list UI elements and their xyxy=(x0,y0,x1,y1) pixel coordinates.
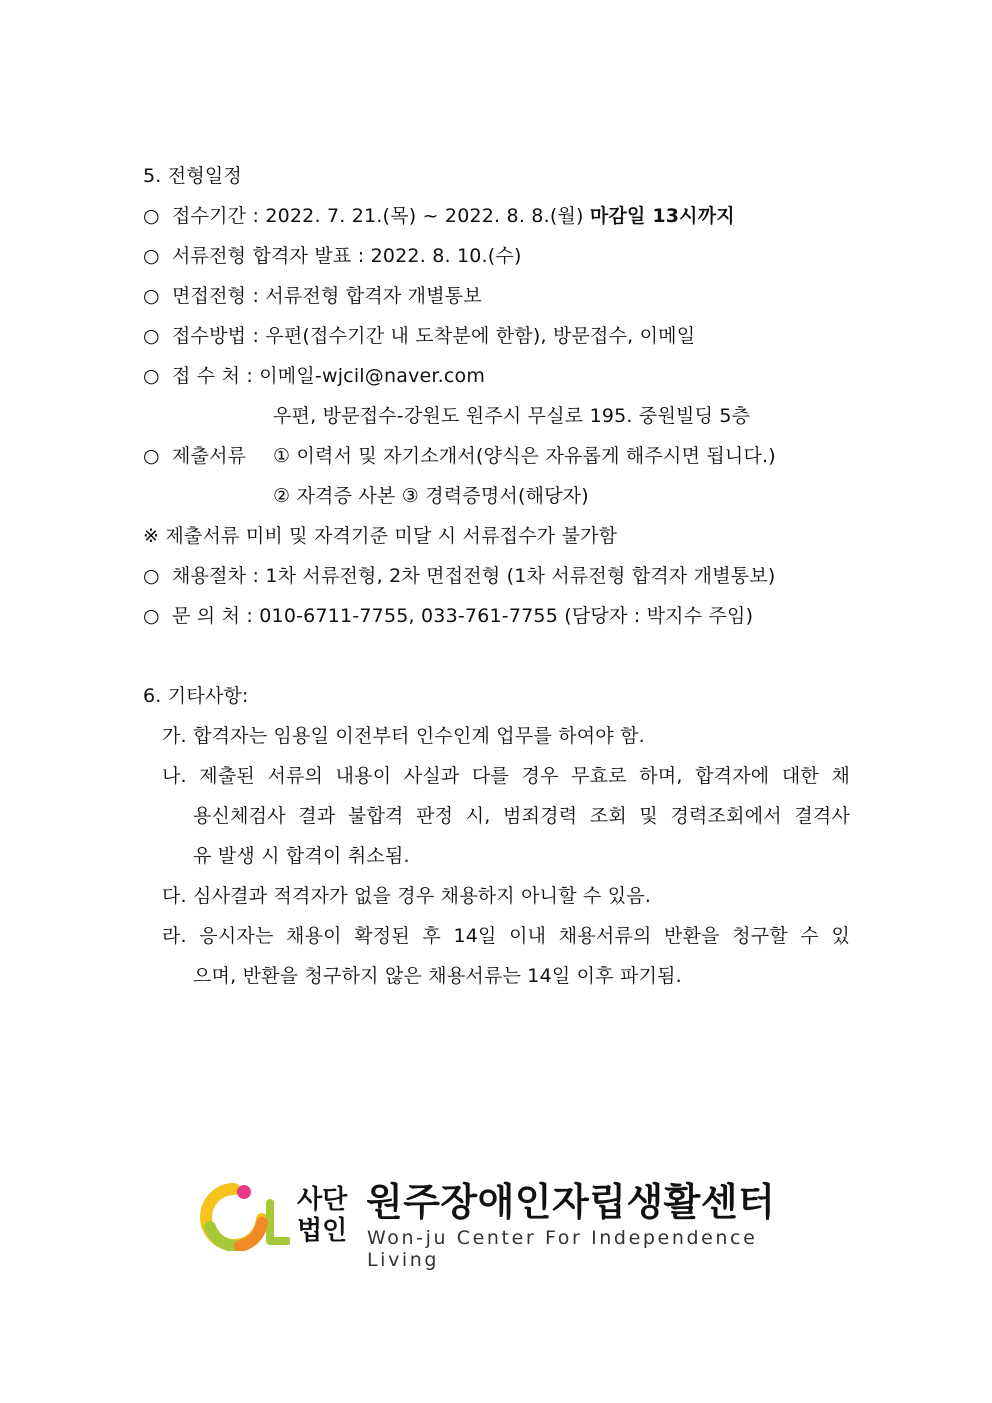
separator: : xyxy=(240,365,260,387)
wjcil-logo-icon xyxy=(200,1183,290,1251)
separator: : xyxy=(246,325,266,347)
separator: : xyxy=(240,605,260,627)
bullet: ○ xyxy=(143,245,160,267)
interview-row xyxy=(143,281,482,311)
deadline-note: 마감일 13시까지 xyxy=(589,205,735,227)
interview-label: 면접전형 xyxy=(172,285,247,307)
procedure-label: 채용절차 xyxy=(172,565,247,587)
reception-period-label: 접수기간 xyxy=(172,205,247,227)
note-item: 나. 제출된 서류의 내용이 사실과 다를 경우 무효로 하며, 합격자에 대한 채 xyxy=(162,765,850,787)
separator: : xyxy=(246,205,266,227)
documents-label: 제출서류 xyxy=(172,445,247,467)
bullet: ○ xyxy=(143,605,160,627)
document-result-value: 2022. 8. 10.(수) xyxy=(370,245,522,267)
submission-notice: ※ 제출서류 미비 및 자격기준 미달 시 서류접수가 불가함 xyxy=(143,525,618,547)
procedure-value: 1차 서류전형, 2차 면접전형 (1차 서류전형 합격자 개별통보) xyxy=(265,565,776,587)
procedure-row xyxy=(143,561,776,591)
place-email: 이메일-wjcil@naver.com xyxy=(259,365,486,387)
place-row xyxy=(143,361,485,391)
place-address: 우편, 방문접수-강원도 원주시 무실로 195. 중원빌딩 5층 xyxy=(273,405,751,427)
document-result-row xyxy=(143,241,522,271)
reception-period-row xyxy=(143,201,735,231)
document-result-label: 서류전형 합격자 발표 xyxy=(172,245,352,267)
note-item: 다. 심사결과 적격자가 없을 경우 채용하지 아니할 수 있음. xyxy=(162,885,652,907)
org-name-en: Won-ju Center For Independence Living xyxy=(367,1227,758,1271)
note-item-continued: 용신체검사 결과 불합격 판정 시, 범죄경력 조회 및 경력조회에서 결격사 xyxy=(193,805,850,827)
corp-type-label xyxy=(297,1185,347,1247)
note-item: 라. 응시자는 채용이 확정된 후 14일 이내 채용서류의 반환을 청구할 수 있 xyxy=(162,925,850,947)
contact-label: 문 의 처 xyxy=(172,605,241,627)
separator: : xyxy=(246,565,266,587)
place-label: 접 수 처 xyxy=(172,365,241,387)
method-value: 우편(접수기간 내 도착분에 한함), 방문접수, 이메일 xyxy=(265,325,696,347)
bullet: ○ xyxy=(143,445,160,467)
section6-heading: 6. 기타사항: xyxy=(143,685,249,707)
documents-value-2: ② 자격증 사본 ③ 경력증명서(해당자) xyxy=(273,485,589,507)
corp-line-1: 사단 xyxy=(297,1185,348,1215)
bullet: ○ xyxy=(143,565,160,587)
note-item-continued: 유 발생 시 합격이 취소됨. xyxy=(193,845,410,867)
documents-row xyxy=(143,441,776,471)
method-row xyxy=(143,321,695,351)
method-label: 접수방법 xyxy=(172,325,247,347)
corp-line-2: 법인 xyxy=(297,1216,348,1246)
reception-period-value: 2022. 7. 21.(목) ~ 2022. 8. 8.(월) xyxy=(265,205,590,227)
section5-heading: 5. 전형일정 xyxy=(143,165,242,187)
note-item-continued: 으며, 반환을 청구하지 않은 채용서류는 14일 이후 파기됨. xyxy=(193,965,682,987)
bullet: ○ xyxy=(143,285,160,307)
org-logo xyxy=(200,1180,800,1271)
bullet: ○ xyxy=(143,205,160,227)
separator: : xyxy=(351,245,371,267)
interview-value: 서류전형 합격자 개별통보 xyxy=(265,285,482,307)
separator: : xyxy=(246,285,266,307)
note-item: 가. 합격자는 임용일 이전부터 인수인계 업무를 하여야 함. xyxy=(162,725,645,747)
bullet: ○ xyxy=(143,325,160,347)
documents-value: ① 이력서 및 자기소개서(양식은 자유롭게 해주시면 됩니다.) xyxy=(273,445,776,467)
contact-value: 010-6711-7755, 033-761-7755 (담당자 : 박지수 주임) xyxy=(259,605,754,627)
bullet: ○ xyxy=(143,365,160,387)
org-name: 원주장애인자립생활센터 xyxy=(366,1180,776,1224)
contact-row xyxy=(143,601,753,631)
